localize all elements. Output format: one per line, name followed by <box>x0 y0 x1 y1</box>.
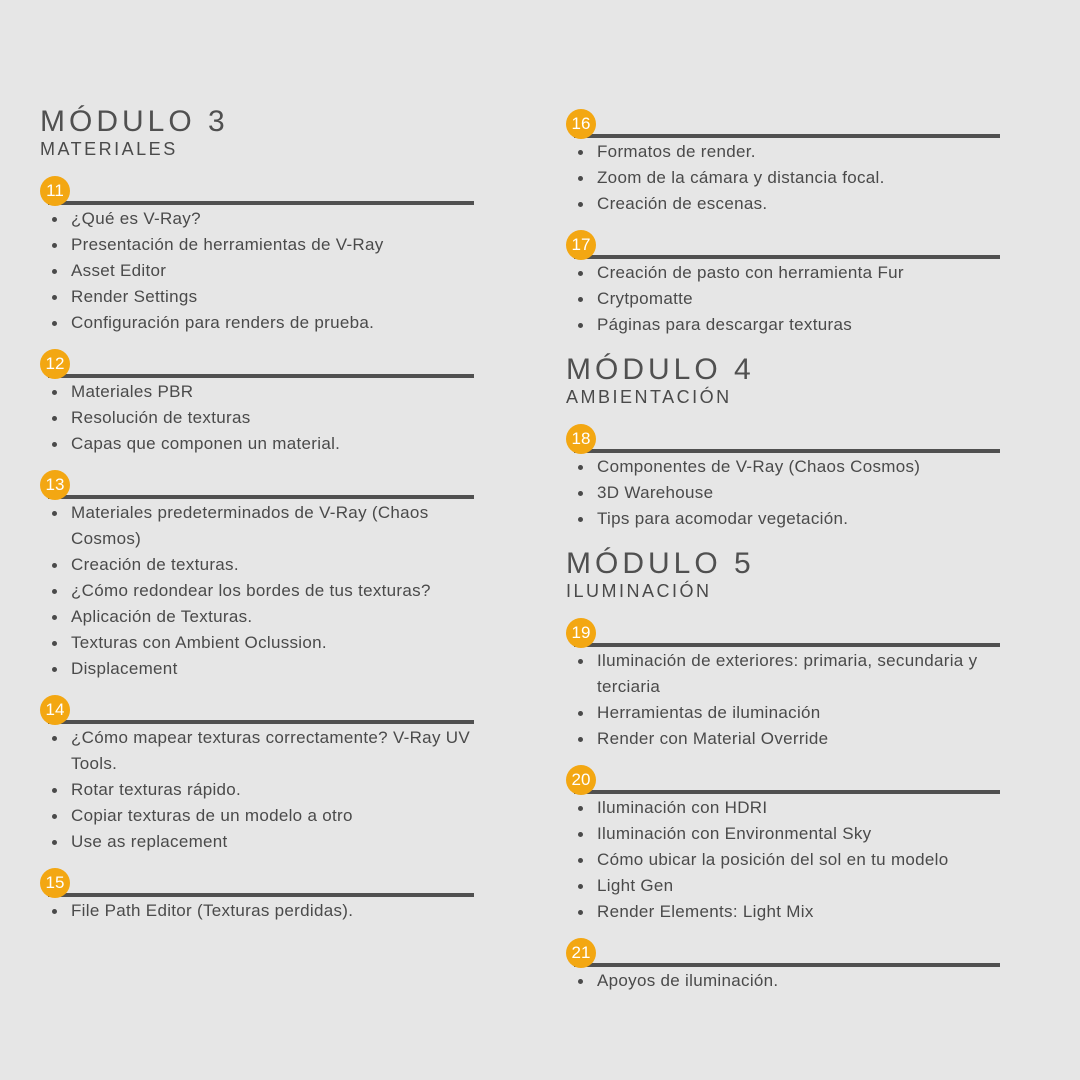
list-item: Configuración para renders de prueba. <box>40 310 474 336</box>
lesson-number-badge: 19 <box>566 618 596 648</box>
list-item: Capas que componen un material. <box>40 431 474 457</box>
lesson-divider <box>48 720 474 724</box>
list-item: Render Settings <box>40 284 474 310</box>
lesson-11 <box>40 176 474 336</box>
list-item: Tips para acomodar vegetación. <box>566 506 1000 532</box>
lesson-15 <box>40 868 474 924</box>
list-item: File Path Editor (Texturas perdidas). <box>40 898 474 924</box>
module-5-header <box>566 548 1006 602</box>
list-item: Asset Editor <box>40 258 474 284</box>
lesson-21 <box>566 938 1000 994</box>
list-item: Creación de pasto con herramienta Fur <box>566 260 1000 286</box>
module-subtitle: AMBIENTACIÓN <box>566 387 732 407</box>
lesson-13 <box>40 470 474 682</box>
lesson-number-badge: 21 <box>566 938 596 968</box>
list-item: Creación de texturas. <box>40 552 474 578</box>
lesson-number-badge: 18 <box>566 424 596 454</box>
lesson-topic-list <box>40 898 474 924</box>
lesson-topic-list <box>566 968 1000 994</box>
list-item: Iluminación con HDRI <box>566 795 1000 821</box>
lesson-number-badge: 13 <box>40 470 70 500</box>
lesson-divider <box>574 449 1000 453</box>
list-item: Materiales predeterminados de V-Ray (Chaos Cosmos) <box>40 500 474 552</box>
lesson-number-badge: 20 <box>566 765 596 795</box>
list-item: Copiar texturas de un modelo a otro <box>40 803 474 829</box>
lesson-topic-list <box>40 206 474 336</box>
list-item: ¿Cómo mapear texturas correctamente? V-Ray UV Tools. <box>40 725 474 777</box>
lesson-divider <box>574 963 1000 967</box>
list-item: Use as replacement <box>40 829 474 855</box>
lesson-number-badge: 14 <box>40 695 70 725</box>
lesson-19 <box>566 618 1000 752</box>
lesson-number-badge: 12 <box>40 349 70 379</box>
lesson-topic-list <box>566 139 1000 217</box>
lesson-divider <box>48 201 474 205</box>
lesson-divider <box>48 495 474 499</box>
lesson-header <box>40 176 474 206</box>
lesson-12 <box>40 349 474 457</box>
lesson-topic-list <box>40 379 474 457</box>
lesson-header <box>40 349 474 379</box>
lesson-divider <box>574 255 1000 259</box>
list-item: Render Elements: Light Mix <box>566 899 1000 925</box>
lesson-divider <box>48 374 474 378</box>
list-item: Herramientas de iluminación <box>566 700 1000 726</box>
list-item: Páginas para descargar texturas <box>566 312 1000 338</box>
list-item: Render con Material Override <box>566 726 1000 752</box>
list-item: Creación de escenas. <box>566 191 1000 217</box>
right-column <box>566 109 1006 994</box>
module-title: MÓDULO 3 <box>40 105 229 138</box>
module-subtitle: MATERIALES <box>40 139 178 159</box>
lesson-topic-list <box>566 795 1000 925</box>
list-item: Materiales PBR <box>40 379 474 405</box>
lesson-header <box>566 618 1000 648</box>
lesson-divider <box>574 790 1000 794</box>
lesson-header <box>40 868 474 898</box>
list-item: Light Gen <box>566 873 1000 899</box>
lesson-topic-list <box>566 648 1000 752</box>
lesson-divider <box>48 893 474 897</box>
lesson-number-badge: 11 <box>40 176 70 206</box>
lesson-topic-list <box>566 260 1000 338</box>
list-item: Cómo ubicar la posición del sol en tu modelo <box>566 847 1000 873</box>
lesson-14 <box>40 695 474 855</box>
lesson-number-badge: 15 <box>40 868 70 898</box>
lesson-20 <box>566 765 1000 925</box>
lesson-17 <box>566 230 1000 338</box>
lesson-16 <box>566 109 1000 217</box>
list-item: Zoom de la cámara y distancia focal. <box>566 165 1000 191</box>
lesson-number-badge: 16 <box>566 109 596 139</box>
list-item: Crytpomatte <box>566 286 1000 312</box>
lesson-header <box>566 938 1000 968</box>
lesson-header <box>566 230 1000 260</box>
lesson-topic-list <box>40 500 474 682</box>
lesson-header <box>40 470 474 500</box>
lesson-header <box>40 695 474 725</box>
list-item: Componentes de V-Ray (Chaos Cosmos) <box>566 454 1000 480</box>
list-item: Iluminación con Environmental Sky <box>566 821 1000 847</box>
lesson-header <box>566 765 1000 795</box>
list-item: Presentación de herramientas de V-Ray <box>40 232 474 258</box>
list-item: 3D Warehouse <box>566 480 1000 506</box>
list-item: Texturas con Ambient Oclussion. <box>40 630 474 656</box>
module-4-header <box>566 354 1006 408</box>
list-item: ¿Qué es V-Ray? <box>40 206 474 232</box>
module-subtitle: ILUMINACIÓN <box>566 581 712 601</box>
list-item: Rotar texturas rápido. <box>40 777 474 803</box>
list-item: Resolución de texturas <box>40 405 474 431</box>
lesson-topic-list <box>40 725 474 855</box>
list-item: ¿Cómo redondear los bordes de tus texturas? <box>40 578 474 604</box>
list-item: Formatos de render. <box>566 139 1000 165</box>
list-item: Aplicación de Texturas. <box>40 604 474 630</box>
module-title: MÓDULO 4 <box>566 353 755 386</box>
left-column <box>40 106 474 924</box>
lesson-header <box>566 424 1000 454</box>
module-title: MÓDULO 5 <box>566 547 755 580</box>
lesson-divider <box>574 643 1000 647</box>
module-3-header <box>40 106 474 160</box>
lesson-header <box>566 109 1000 139</box>
lesson-topic-list <box>566 454 1000 532</box>
list-item: Iluminación de exteriores: primaria, secundaria y terciaria <box>566 648 1000 700</box>
lesson-18 <box>566 424 1000 532</box>
lesson-number-badge: 17 <box>566 230 596 260</box>
lesson-divider <box>574 134 1000 138</box>
list-item: Displacement <box>40 656 474 682</box>
list-item: Apoyos de iluminación. <box>566 968 1000 994</box>
